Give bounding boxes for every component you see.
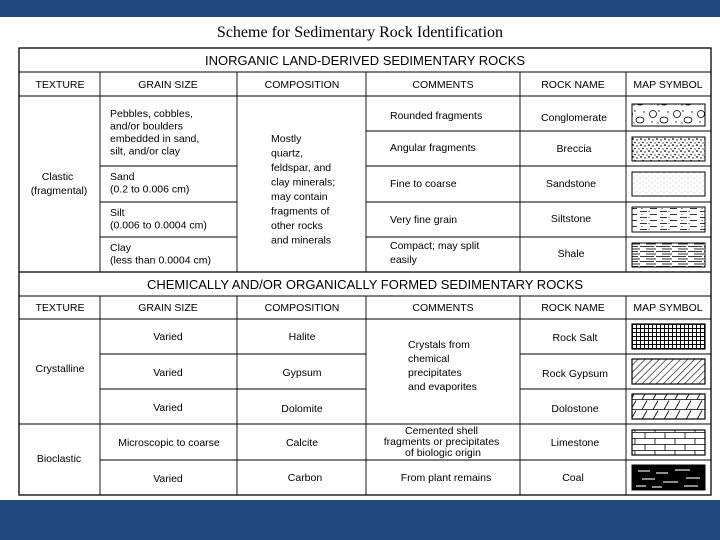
comment-limestone: Cemented shell fragments or precipitates of biologic origin (383, 425, 500, 459)
limestone-symbol (632, 430, 705, 455)
texture-crystalline: Crystalline (35, 363, 85, 375)
grain-dolostone: Varied (153, 402, 183, 414)
siltstone-symbol (632, 207, 705, 232)
header-rock-name: ROCK NAME (541, 302, 605, 314)
texture-bioclastic: Bioclastic (36, 453, 82, 465)
header-map-symbol: MAP SYMBOL (633, 302, 703, 314)
shale-symbol (632, 243, 705, 267)
rock-gypsum-symbol (632, 359, 705, 384)
grain-clay: Clay (less than 0.0004 cm) (110, 242, 211, 267)
header-grain-size: GRAIN SIZE (138, 302, 198, 314)
header-map-symbol: MAP SYMBOL (633, 79, 703, 91)
comment-sandstone: Fine to coarse (390, 178, 457, 190)
slide-title: Scheme for Sedimentary Rock Identification (216, 24, 504, 41)
rock-name-rock-gypsum: Rock Gypsum (542, 368, 608, 380)
grain-coal: Varied (153, 473, 183, 485)
header-rock-name: ROCK NAME (541, 79, 605, 91)
rock-name-shale: Shale (557, 248, 585, 260)
conglomerate-symbol (632, 104, 705, 126)
composition-coal: Carbon (287, 472, 323, 484)
inorganic-heading: INORGANIC LAND-DERIVED SEDIMENTARY ROCKS (205, 53, 525, 68)
rock-name-rock-salt: Rock Salt (552, 332, 598, 344)
comment-siltstone: Very fine grain (390, 214, 458, 226)
grain-rock-salt: Varied (153, 331, 183, 343)
rock-name-sandstone: Sandstone (545, 178, 597, 190)
comment-shale: Compact; may split easily (390, 240, 480, 266)
grain-limestone: Microscopic to coarse (118, 437, 220, 449)
dolostone-symbol (632, 394, 705, 419)
chemical-grid (19, 296, 711, 495)
header-texture: TEXTURE (35, 302, 85, 314)
rock-name-limestone: Limestone (550, 437, 600, 449)
grain-rock-gypsum: Varied (153, 367, 183, 379)
rock-name-conglomerate: Conglomerate (541, 112, 607, 124)
rock-name-siltstone: Siltstone (550, 213, 592, 225)
rock-salt-symbol (632, 324, 705, 349)
header-comments: COMMENTS (412, 79, 474, 91)
comment-conglomerate: Rounded fragments (390, 110, 483, 122)
coal-symbol (632, 465, 705, 490)
composition-clastic: Mostly quartz, feldspar, and clay minerals; may contain fragments of other rocks and minerals (271, 133, 336, 247)
header-grain-size: GRAIN SIZE (138, 79, 198, 91)
composition-rock-salt: Halite (288, 331, 316, 343)
header-composition: COMPOSITION (264, 302, 340, 314)
bottom-band (0, 500, 720, 540)
header-comments: COMMENTS (412, 302, 474, 314)
rock-name-breccia: Breccia (556, 143, 592, 155)
header-texture: TEXTURE (35, 79, 85, 91)
rock-name-dolostone: Dolostone (551, 403, 599, 415)
grain-silt: Silt (0.006 to 0.0004 cm) (110, 207, 207, 232)
breccia-symbol (632, 137, 705, 161)
header-composition: COMPOSITION (264, 79, 340, 91)
composition-limestone: Calcite (285, 437, 319, 449)
grain-gravel: Pebbles, cobbles, and/or boulders embedded in sand, silt, and/or clay (110, 108, 200, 158)
texture-clastic: Clastic (fragmental) (30, 171, 88, 197)
comment-breccia: Angular fragments (390, 142, 476, 154)
sandstone-symbol (632, 172, 705, 196)
comment-evaporites: Crystals from chemical precipitates and evaporites (408, 339, 477, 393)
composition-rock-gypsum: Gypsum (282, 367, 322, 379)
comment-coal: From plant remains (400, 472, 492, 484)
rock-name-coal: Coal (562, 472, 584, 484)
chemical-heading: CHEMICALLY AND/OR ORGANICALLY FORMED SEDIMENTARY ROCKS (146, 277, 584, 292)
composition-dolostone: Dolomite (281, 403, 323, 415)
grain-sand: Sand (0.2 to 0.006 cm) (110, 171, 190, 196)
